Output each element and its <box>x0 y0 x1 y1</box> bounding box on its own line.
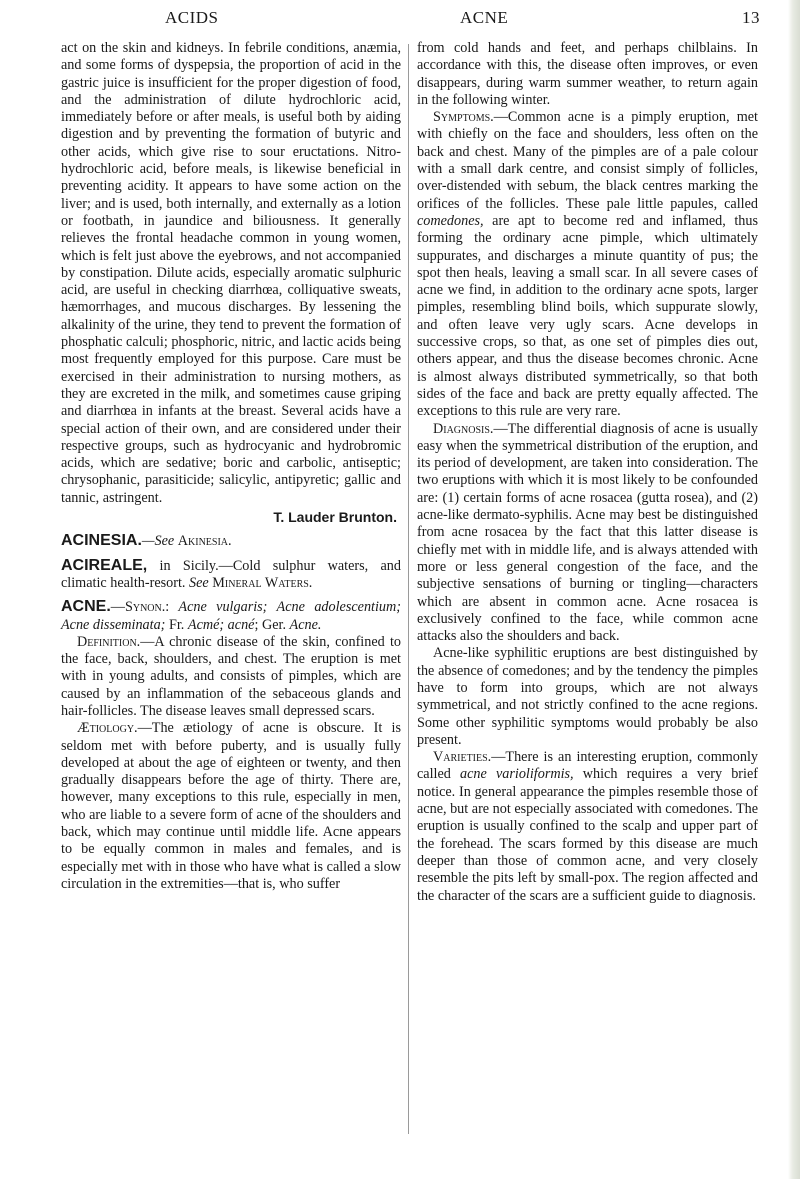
diagnosis-label: Diagnosis. <box>433 420 494 437</box>
see-label: —See <box>141 533 178 550</box>
column-divider <box>408 44 409 1134</box>
entry-acireale <box>61 557 401 593</box>
aetiology-paragraph <box>61 720 401 893</box>
entry-acne <box>61 598 401 634</box>
aetiology-text: —The ætiology of acne is obscure. It is seldom met with before puberty, and is usually fully developed at about the age of eighteen or twenty, and then gradually disappears before the age of thirty. There are, however, many exceptions to this rule, especially in men, who are liable to a severe form of acne of the shoulders and back, which may continue until middle life. Acne appears to be equally common in males and females, and is especially met with in those who have what is called a slow circulation in the extremities—that is, who suffer <box>61 720 401 892</box>
left-column <box>61 40 401 893</box>
term-acne-varioliformis: acne varioliformis, <box>460 766 574 783</box>
symptoms-text-b: are apt to become red and inflamed, thus forming the ordinary acne pimple, which ultimately suppurates, and discharges a minute quantity of pus; the spot then heals, leaving a small scar. In all severe cases of acne we find, in addition to the ordinary acne spots, larger pimples, resembling blind boils, which suppurate slowly, and often leave very ugly scars. Acne develops in successive crops, so that, as one set of pimples dies out, others appear, and thus the disease becomes chronic. Acne is almost always distributed symmetrically, so that both sides of the face and back are pretty equally affected. The exceptions to this rule are very rare. <box>417 212 758 420</box>
french-label: Fr. <box>165 616 188 633</box>
right-column <box>417 40 758 905</box>
cross-reference-akinesia[interactable]: Akinesia. <box>177 533 232 550</box>
page-number: 13 <box>742 8 760 27</box>
term-comedones: comedones, <box>417 212 484 229</box>
aetiology-label: Ætiology. <box>77 720 138 737</box>
headword-acinesia: ACINESIA. <box>61 532 142 550</box>
symptoms-text-a: —Common acne is a pimply eruption, met with chiefly on the face and shoulders, less often on the back and chest. Many of the pimples are of a pale colour with a small dark centre, and consist simply of follicles, over-distended with sebum, the black centres marking the orifices of the follicles. These pale little papules, called <box>417 109 758 212</box>
running-header <box>60 8 760 34</box>
german-label: ; Ger. <box>254 616 290 633</box>
french-term: Acmé; acné <box>187 616 255 633</box>
headword-acne: ACNE. <box>61 598 111 616</box>
german-term: Acne. <box>289 616 322 633</box>
varieties-paragraph <box>417 749 758 905</box>
symptoms-paragraph <box>417 109 758 420</box>
entry-acinesia <box>61 532 401 550</box>
synonym-label: —Synon.: <box>110 599 170 616</box>
definition-paragraph <box>61 634 401 720</box>
symptoms-label: Symptoms. <box>433 109 494 126</box>
diagnosis-text: —The differential diagnosis of acne is usually easy when the symmetrical distribution of the eruption, and its period of development, are taken into consideration. The two eruptions with which it is most likely to be confounded are: (1) certain forms of acne rosacea (gutta rosea), and (2) acne-like dermato-syphilis. Acne may best be distinguished from acne rosacea by the fact that this latter disease is chiefly met with in middle life, and is always attended with more or less general congestion of the face, and the subjective sensations of burning or tingling—characters which are absent in common acne. Acne rosacea is exclusively confined to the face, while common acne attacks also the shoulders and back. <box>417 420 758 645</box>
definition-text: —A chronic disease of the skin, confined to the face, back, shoulders, and chest. The eruption is met with in young adults, and consists of pimples, which are caused by an inflammation of the sebaceous glands and hair-follicles. The disease leaves small depressed scars. <box>61 633 401 719</box>
diagnosis-paragraph <box>417 421 758 646</box>
varieties-text-a: —There is an interesting eruption, commonly called <box>417 749 758 783</box>
varieties-text-b: which requires a very brief notice. In general appearance the pimples resemble those of acne, but are not especially associated with comedones. The eruption is usually confined to the scalp and upper part of the forehead. The scars formed by this disease are much deeper than those of common acne, and very closely resemble the pits left by small-pox. The region affected and the character of the scars are a sufficient guide to diagnosis. <box>417 766 758 904</box>
header-right-word: ACNE <box>460 8 509 27</box>
acne-like-paragraph: Acne-like syphilitic eruptions are best distinguished by the absence of comedones; and by the tendency the pimples have to form into groups, which are not always symmetrical, and not strictly confined to the acne regions. Some other syphilitic symptoms would probably be also present. <box>417 645 758 748</box>
headword-acireale: ACIREALE, <box>61 556 148 574</box>
synonyms-list: Acne vulgaris; Acne adolescentium; Acne disseminata; <box>61 599 401 633</box>
author-signature: T. Lauder Brunton. <box>273 509 397 526</box>
varieties-label: Varieties. <box>433 749 492 766</box>
definition-label: Definition. <box>77 633 141 650</box>
page-edge-shadow <box>788 0 800 1179</box>
cross-reference-mineral-waters[interactable]: Mineral Waters. <box>212 574 313 591</box>
acireale-text: in Sicily.—Cold sulphur waters, and climatic health-resort. <box>61 557 401 591</box>
continuation-paragraph: from cold hands and feet, and perhaps chilblains. In accordance with this, the disease often improves, or even disappears, during warm summer weather, to return again in the following winter. <box>417 40 758 108</box>
header-left-word: ACIDS <box>165 8 219 27</box>
see-label: See <box>189 574 209 591</box>
acids-paragraph: act on the skin and kidneys. In febrile conditions, anæmia, and some forms of dyspepsia, the proportion of acid in the gastric juice is insufficient for the proper digestion of food, and the administration of dilute hydrochloric acid, immediately before or after meals, is useful both by aiding digestion and by preventing the formation of butyric and other acids, which give rise to sour eructations. Nitro-hydrochloric acid, before meals, is likewise beneficial in preventing acidity. It appears to have some action on the liver; and is used, both internally, and externally as a lotion or footbath, in jaundice and biliousness. It generally relieves the frontal headache common in young women, which is felt just above the eyebrows, and not accompanied by constipation. Dilute acids, especially aromatic sulphuric acid, are useful in checking diarrhœa, colliquative sweats, hæmorrhages, and mucous discharges. By lessening the alkalinity of the urine, they tend to prevent the formation of phosphatic calculi; phosphoric, nitric, and lactic acids being most frequently employed for this purpose. Care must be exercised in their administration to nursing mothers, as they are excreted in the milk, and sometimes cause griping and diarrhœa in infants at the breast. Several acids have a special action of their own, and are considered under their respective groups, such as hydrocyanic and hydrobromic acids, which are sedative; boric and carbolic, antiseptic; chrysophanic, parasiticide; salicylic, antipyretic; gallic and tannic, astringent. <box>61 40 402 506</box>
